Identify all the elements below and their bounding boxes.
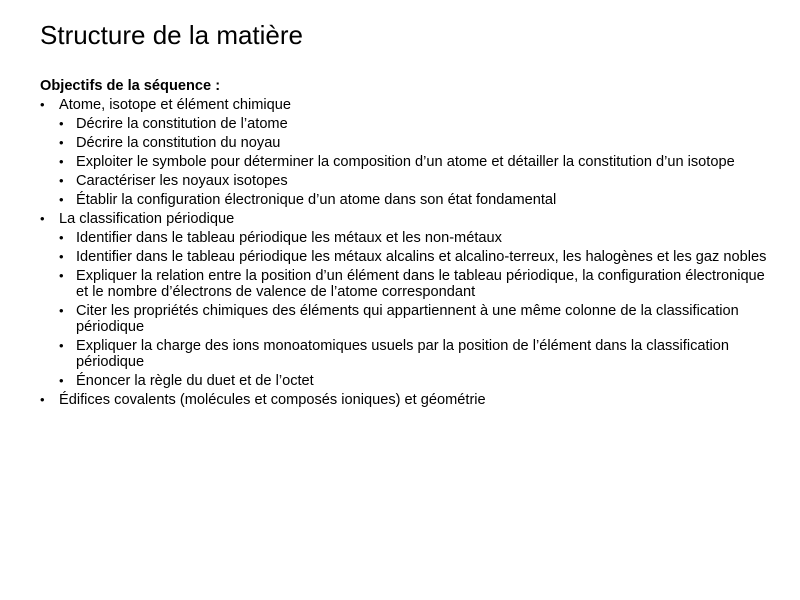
sub-list-item: [59, 154, 770, 170]
sub-list-item-label: Décrire la constitution de l’atome: [76, 116, 288, 132]
sub-list: [59, 116, 770, 208]
sub-list-item: [59, 135, 770, 151]
slide-title: Structure de la matière: [40, 20, 304, 50]
list-item: [40, 392, 770, 408]
bullet-icon: •: [40, 392, 45, 407]
bullet-icon: •: [59, 373, 64, 388]
sub-list-item: [59, 373, 770, 389]
objectives-list: [40, 97, 770, 408]
sub-list: [59, 230, 770, 389]
sub-list-item: [59, 173, 770, 189]
sub-list-item: [59, 116, 770, 132]
bullet-icon: •: [59, 249, 64, 264]
list-item: [40, 97, 770, 208]
sub-list-item-label: Identifier dans le tableau périodique les métaux et les non-métaux: [76, 230, 502, 246]
bullet-icon: •: [59, 268, 64, 283]
bullet-icon: •: [40, 97, 45, 112]
sub-list-item-label: Énoncer la règle du duet et de l’octet: [76, 373, 314, 389]
list-item-label: Atome, isotope et élément chimique: [59, 97, 292, 113]
sub-list-item: [59, 303, 770, 335]
bullet-icon: •: [59, 338, 64, 353]
bullet-icon: •: [59, 192, 64, 207]
bullet-icon: •: [59, 230, 64, 245]
sub-list-item-label: Identifier dans le tableau périodique les métaux alcalins et alcalino-terreux, les halogènes et les gaz nobles: [76, 249, 767, 265]
slide-content: [40, 78, 770, 411]
sub-list-item-label: Décrire la constitution du noyau: [76, 135, 281, 151]
sub-list-item-label: Expliquer la relation entre la position d’un élément dans le tableau périodique, la configuration électronique et le nombre d’électrons de valence de l’atome correspondant: [76, 268, 765, 300]
bullet-icon: •: [59, 303, 64, 318]
list-item: [40, 211, 770, 389]
bullet-icon: •: [40, 211, 45, 226]
sub-list-item-label: Établir la configuration électronique d’un atome dans son état fondamental: [76, 192, 557, 208]
sub-list-item-label: Expliquer la charge des ions monoatomiques usuels par la position de l’élément dans la classification périodique: [76, 338, 730, 370]
bullet-icon: •: [59, 116, 64, 131]
sub-list-item: [59, 192, 770, 208]
objectives-heading: Objectifs de la séquence :: [40, 78, 221, 94]
list-item-label: La classification périodique: [59, 211, 235, 227]
sub-list-item: [59, 338, 770, 370]
sub-list-item: [59, 268, 770, 300]
sub-list-item: [59, 230, 770, 246]
sub-list-item-label: Exploiter le symbole pour déterminer la composition d’un atome et détailler la constitution d’un isotope: [76, 154, 735, 170]
list-item-label: Édifices covalents (molécules et composés ioniques) et géométrie: [59, 392, 486, 408]
bullet-icon: •: [59, 173, 64, 188]
bullet-icon: •: [59, 154, 64, 169]
sub-list-item: [59, 249, 770, 265]
sub-list-item-label: Caractériser les noyaux isotopes: [76, 173, 288, 189]
bullet-icon: •: [59, 135, 64, 150]
sub-list-item-label: Citer les propriétés chimiques des éléments qui appartiennent à une même colonne de la classification périodique: [76, 303, 739, 335]
